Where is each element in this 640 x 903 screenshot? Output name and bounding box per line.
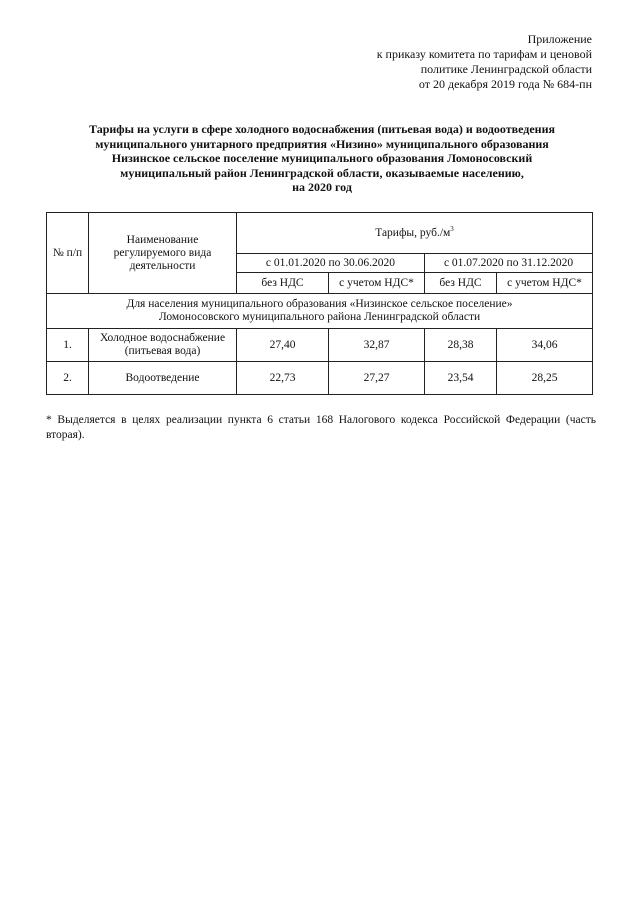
row-activity-name: Водоотведение: [89, 362, 237, 395]
header-p1-without-vat: без НДС: [237, 273, 329, 294]
header-p2-with-vat: с учетом НДС*: [497, 273, 593, 294]
section-heading-line: Ломоносовского муниципального района Ленинградской области: [158, 311, 481, 323]
header-period-1: с 01.01.2020 по 30.06.2020: [237, 254, 425, 273]
table-row: [47, 329, 593, 362]
row-p2-with-vat: 34,06: [497, 329, 593, 362]
footnote: * Выделяется в целях реализации пункта 6 статьи 168 Налогового кодекса Российской Федерации (часть вторая).: [46, 414, 596, 441]
header-activity-name: Наименование регулируемого вида деятельности: [89, 213, 237, 294]
appendix-order-line: к приказу комитета по тарифам и ценовой: [376, 47, 592, 61]
row-number: 1.: [47, 329, 89, 362]
row-p2-without-vat: 23,54: [425, 362, 497, 395]
section-heading-line: Для населения муниципального образования «Низинское сельское поселение»: [126, 298, 513, 310]
appendix-label: Приложение: [527, 32, 592, 46]
header-p2-without-vat: без НДС: [425, 273, 497, 294]
header-period-2: с 01.07.2020 по 31.12.2020: [425, 254, 593, 273]
table-row: [47, 362, 593, 395]
appendix-committee-line: политике Ленинградской области: [420, 62, 592, 76]
row-p1-without-vat: 27,40: [237, 329, 329, 362]
header-p1-with-vat: с учетом НДС*: [329, 273, 425, 294]
title-line: Тарифы на услуги в сфере холодного водоснабжения (питьевая вода) и водоотведения: [89, 122, 555, 136]
row-p1-with-vat: 32,87: [329, 329, 425, 362]
appendix-date-line: от 20 декабря 2019 года № 684-пн: [418, 77, 592, 91]
title-line: муниципальный район Ленинградской области, оказываемые населению,: [120, 165, 524, 180]
row-activity-name: Холодное водоснабжение (питьевая вода): [89, 329, 237, 362]
header-number: № п/п: [47, 213, 89, 294]
title-line: муниципального унитарного предприятия «Низино» муниципального образования: [95, 136, 549, 151]
row-p1-without-vat: 22,73: [237, 362, 329, 395]
header-tariffs-unit-exponent: 3: [450, 224, 454, 233]
row-number: 2.: [47, 362, 89, 395]
document-title: [52, 122, 592, 195]
row-p2-without-vat: 28,38: [425, 329, 497, 362]
tariff-table: [46, 212, 593, 395]
section-heading: [47, 294, 593, 329]
appendix-header: [330, 32, 592, 92]
title-line: Низинское сельское поселение муниципального образования Ломоносовский: [111, 151, 533, 166]
title-line: на 2020 год: [292, 180, 352, 195]
header-tariffs-label: Тарифы, руб./м: [375, 226, 451, 239]
row-p1-with-vat: 27,27: [329, 362, 425, 395]
row-p2-with-vat: 28,25: [497, 362, 593, 395]
header-tariffs: [237, 213, 593, 254]
